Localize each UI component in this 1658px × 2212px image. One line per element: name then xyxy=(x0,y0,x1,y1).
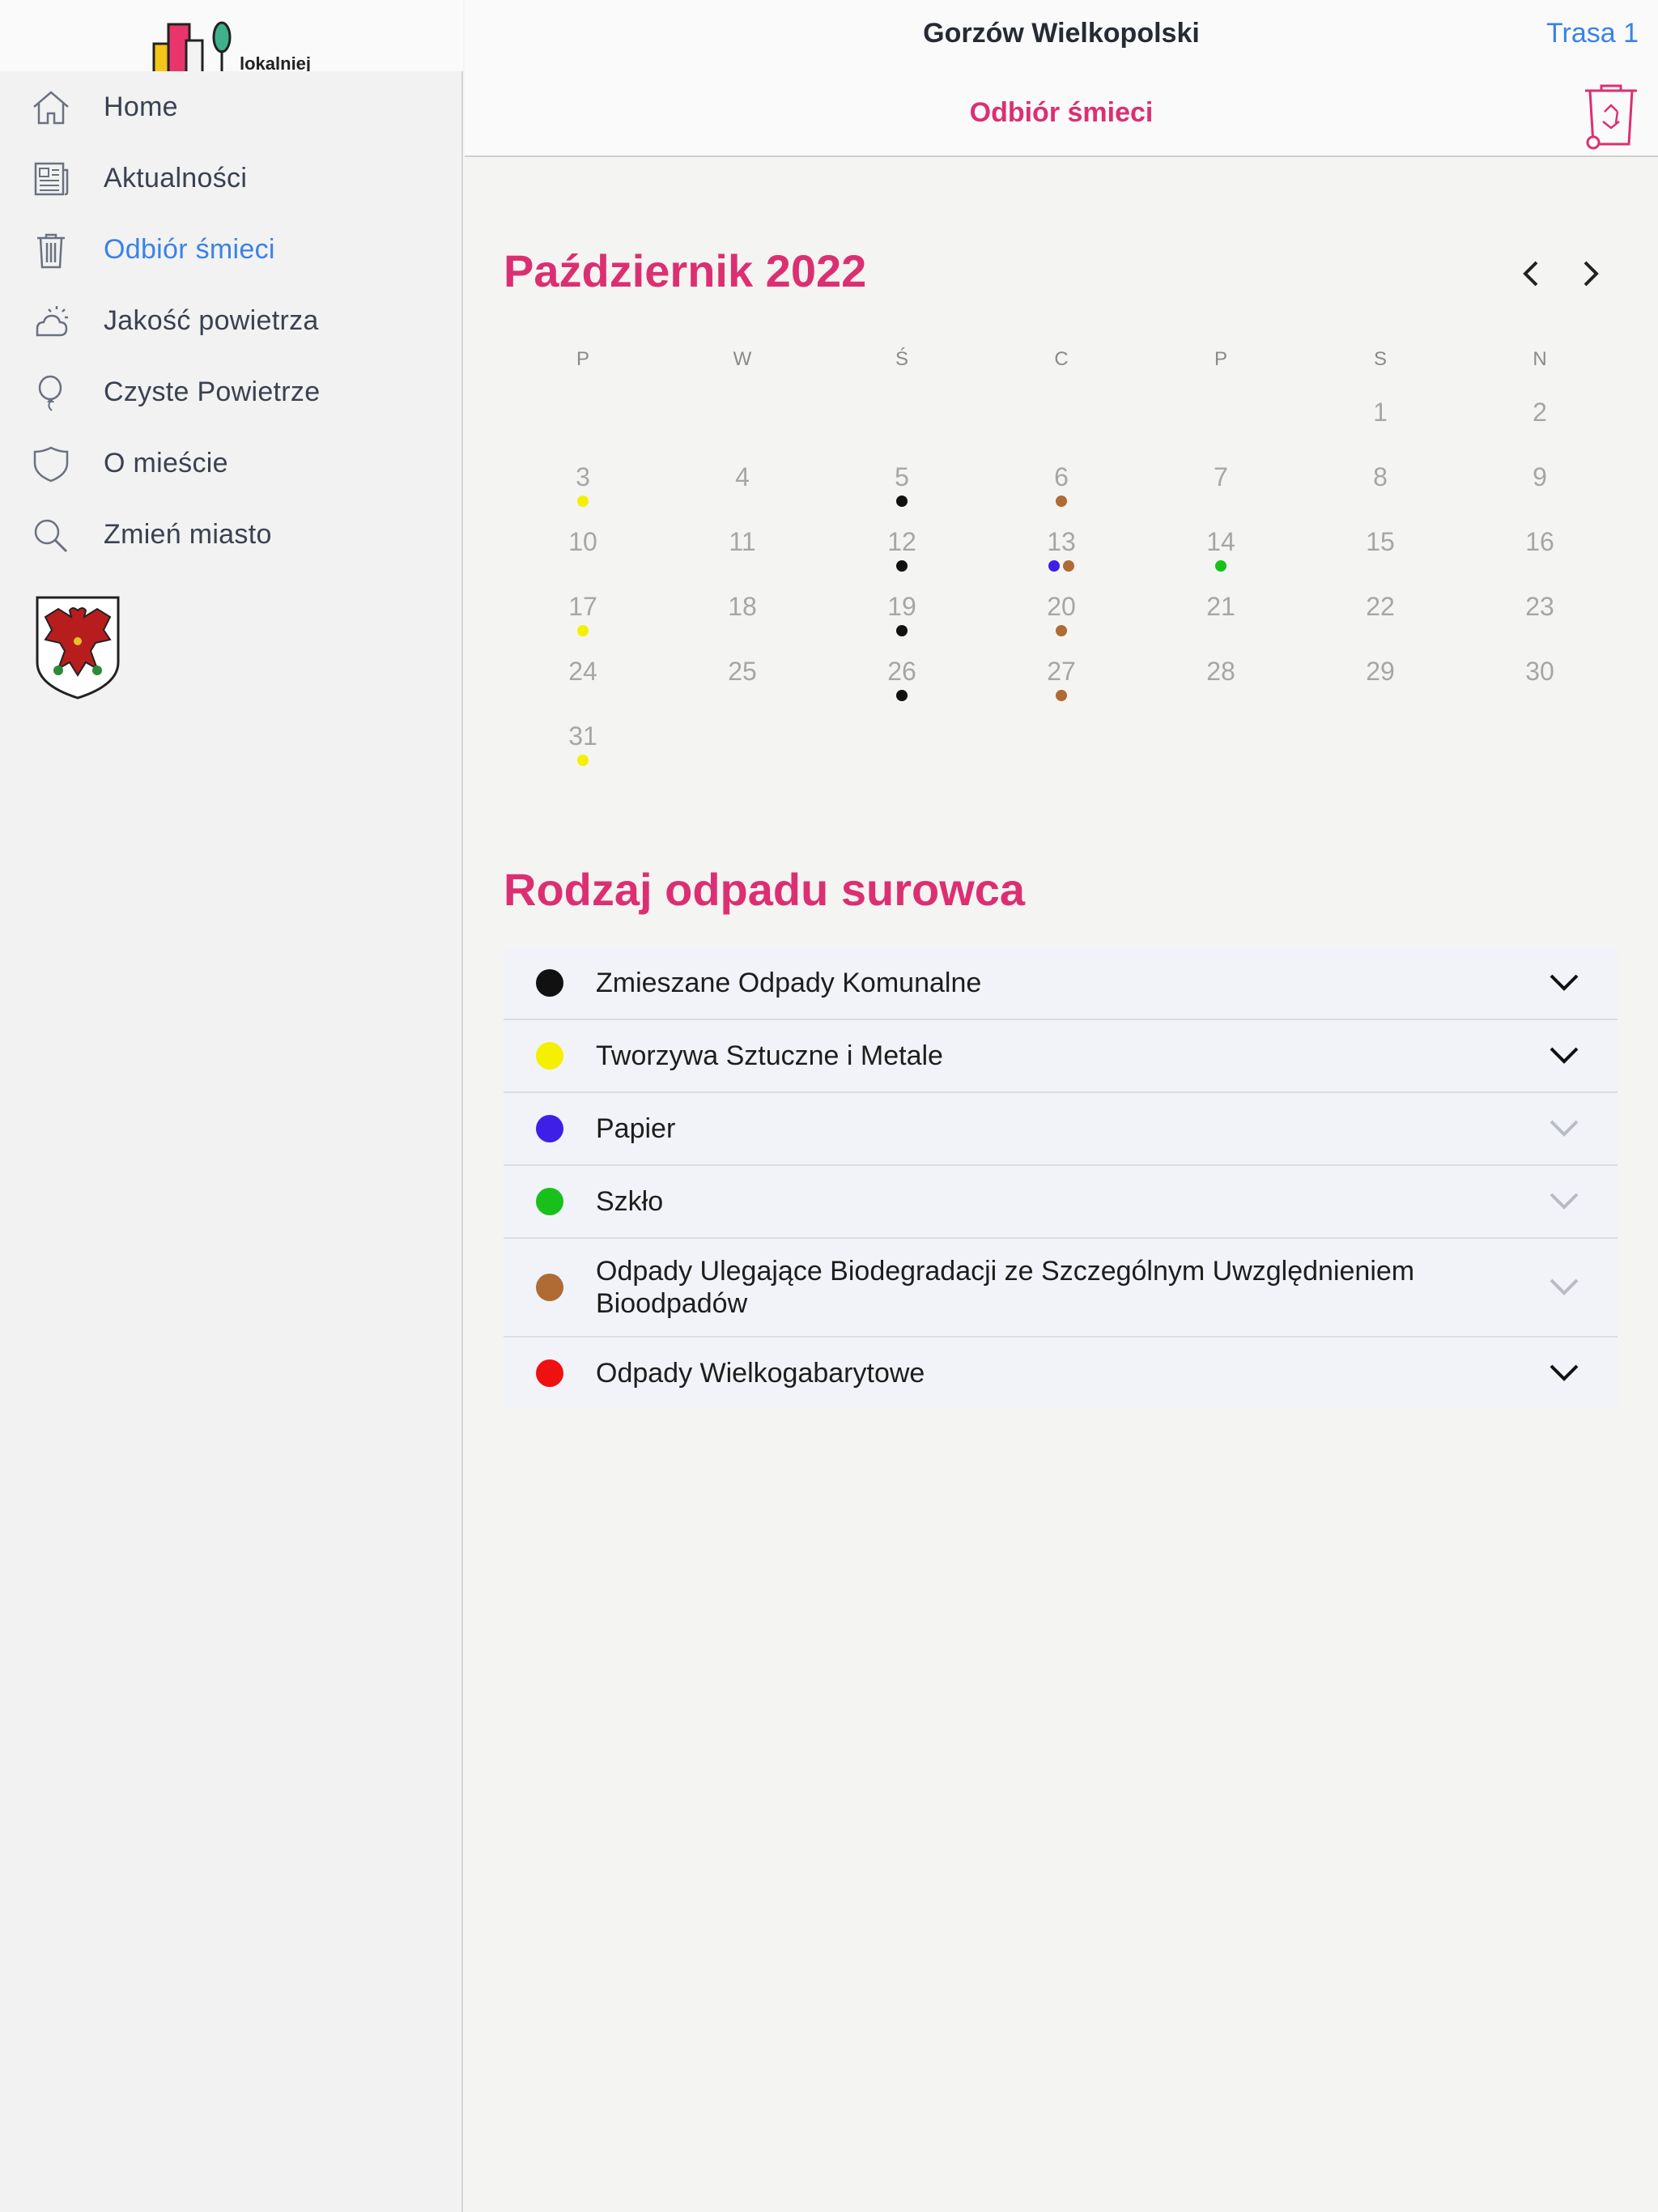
collection-markers xyxy=(1332,431,1429,442)
calendar-day[interactable] xyxy=(534,462,631,518)
waste-type-row[interactable] xyxy=(504,1166,1618,1239)
calendar-day-number: 7 xyxy=(1214,462,1228,491)
calendar-day-number: 26 xyxy=(887,657,916,686)
collection-markers xyxy=(1491,560,1588,572)
waste-type-row[interactable] xyxy=(504,947,1618,1020)
collection-markers xyxy=(534,755,631,766)
city-title: Gorzów Wielkopolski xyxy=(923,18,1200,49)
calendar-day-number: 11 xyxy=(729,527,756,556)
cloud-sun-icon xyxy=(31,303,71,340)
weekday-label: W xyxy=(733,348,752,370)
collection-markers xyxy=(853,496,950,507)
waste-type-label: Szkło xyxy=(596,1186,664,1217)
calendar-day[interactable] xyxy=(534,591,631,648)
collection-markers xyxy=(1332,690,1429,701)
collection-dot-brown xyxy=(1056,690,1067,701)
calendar-day-number: 3 xyxy=(576,462,590,491)
sidebar xyxy=(0,0,463,2212)
calendar-day-number: 19 xyxy=(887,592,916,621)
calendar-day[interactable] xyxy=(853,591,950,648)
calendar-day-number: 8 xyxy=(1373,462,1388,491)
calendar-day-number: 18 xyxy=(728,592,757,621)
calendar-day[interactable] xyxy=(1172,656,1269,713)
collection-dot-brown xyxy=(1056,625,1067,636)
waste-type-row[interactable] xyxy=(504,1093,1618,1166)
waste-color-dot xyxy=(536,1188,563,1215)
home-icon xyxy=(31,89,71,126)
page-title: Odbiór śmieci xyxy=(969,97,1154,128)
weekday-label: C xyxy=(1054,348,1069,370)
collection-dot-green xyxy=(1215,560,1226,572)
trash-icon xyxy=(31,232,71,269)
calendar-day-number: 6 xyxy=(1054,462,1069,491)
sidebar-item-label: Jakość powietrza xyxy=(104,304,319,336)
collection-dot-black xyxy=(896,496,908,507)
collection-markers xyxy=(534,560,631,572)
shield-icon xyxy=(31,445,71,483)
chevron-down-icon[interactable] xyxy=(1548,1277,1580,1298)
chevron-down-icon[interactable] xyxy=(1548,1045,1580,1066)
calendar-day-number: 15 xyxy=(1366,527,1395,556)
waste-color-dot xyxy=(536,1359,563,1387)
weekday-label: P xyxy=(1214,348,1227,370)
calendar-day[interactable] xyxy=(1332,591,1429,648)
collection-markers xyxy=(1013,496,1110,507)
sidebar-item-air-quality[interactable] xyxy=(0,285,461,356)
calendar-day[interactable] xyxy=(694,526,791,583)
collection-dot-black xyxy=(896,625,908,636)
top-header xyxy=(465,0,1658,157)
next-month-button[interactable] xyxy=(1572,256,1608,291)
collection-markers xyxy=(694,496,791,507)
waste-type-label: Papier xyxy=(596,1113,676,1144)
collection-markers xyxy=(1172,690,1269,701)
calendar-day[interactable] xyxy=(1332,397,1429,453)
chevron-down-icon[interactable] xyxy=(1548,972,1580,993)
collection-markers xyxy=(694,690,791,701)
waste-type-label: Odpady Ulegające Biodegradacji ze Szczególnym Uwzględnieniem Bioodpadów xyxy=(596,1256,1415,1319)
calendar-day-number: 25 xyxy=(728,657,757,686)
calendar-day-number: 1 xyxy=(1373,398,1388,427)
calendar-day-number: 24 xyxy=(568,657,597,686)
calendar-day[interactable] xyxy=(1013,591,1110,648)
collection-markers xyxy=(1013,560,1110,572)
collection-dot-brown xyxy=(1063,560,1074,572)
collection-markers xyxy=(1332,496,1429,507)
waste-type-label: Tworzywa Sztuczne i Metale xyxy=(596,1040,943,1071)
balloon-icon xyxy=(31,374,71,411)
calendar-day-number: 28 xyxy=(1206,657,1235,686)
collection-markers xyxy=(853,690,950,701)
calendar-day-number: 4 xyxy=(735,462,750,491)
news-icon xyxy=(31,160,71,198)
calendar-day[interactable] xyxy=(1491,526,1588,583)
calendar-day-number: 30 xyxy=(1525,657,1554,686)
collection-markers xyxy=(1172,560,1269,572)
calendar-day[interactable] xyxy=(694,656,791,713)
chevron-down-icon[interactable] xyxy=(1548,1191,1580,1212)
calendar-day[interactable] xyxy=(853,526,950,583)
waste-types-title: Rodzaj odpadu surowca xyxy=(504,864,1026,915)
weekday-label: N xyxy=(1533,348,1547,370)
collection-markers xyxy=(1172,496,1269,507)
collection-dot-yellow xyxy=(577,496,589,507)
calendar-day[interactable] xyxy=(1013,656,1110,713)
waste-color-dot xyxy=(536,1115,563,1142)
calendar-day[interactable] xyxy=(1332,462,1429,518)
collection-markers xyxy=(1491,690,1588,701)
collection-markers xyxy=(853,625,950,636)
calendar-day-number: 16 xyxy=(1525,527,1554,556)
calendar-day-number: 29 xyxy=(1366,657,1395,686)
waste-color-dot xyxy=(536,969,563,997)
chevron-down-icon[interactable] xyxy=(1548,1118,1580,1139)
calendar-day-number: 2 xyxy=(1533,398,1547,427)
waste-type-label: Zmieszane Odpady Komunalne xyxy=(596,968,982,998)
collection-markers xyxy=(1491,496,1588,507)
calendar-day-number: 20 xyxy=(1047,592,1076,621)
route-selector-link[interactable]: Trasa 1 xyxy=(1545,18,1639,49)
sidebar-item-label: Odbiór śmieci xyxy=(104,233,275,265)
calendar-day-number: 5 xyxy=(895,462,909,491)
waste-color-dot xyxy=(536,1274,563,1301)
calendar-day[interactable] xyxy=(1172,462,1269,518)
collection-markers xyxy=(534,625,631,636)
collection-markers xyxy=(1491,625,1588,636)
calendar-day-number: 17 xyxy=(568,592,597,621)
waste-types-list xyxy=(504,947,1618,1409)
calendar-day[interactable] xyxy=(853,462,950,518)
calendar-day-number: 27 xyxy=(1047,657,1076,686)
sidebar-item-label: Aktualności xyxy=(104,162,248,194)
collection-markers xyxy=(1013,690,1110,701)
sidebar-item-label: Zmień miasto xyxy=(104,518,272,550)
waste-type-row[interactable] xyxy=(504,1020,1618,1093)
waste-type-row[interactable] xyxy=(504,1239,1618,1338)
collection-dot-black xyxy=(896,690,908,701)
collection-markers xyxy=(694,625,791,636)
calendar-day[interactable] xyxy=(1013,526,1110,583)
calendar-day-number: 31 xyxy=(568,721,597,751)
collection-markers xyxy=(1172,625,1269,636)
calendar-day-number: 22 xyxy=(1366,592,1395,621)
sidebar-item-waste[interactable] xyxy=(0,214,461,285)
calendar-day-number: 14 xyxy=(1206,527,1235,556)
calendar-day[interactable] xyxy=(1491,591,1588,648)
calendar-day[interactable] xyxy=(694,462,791,518)
collection-markers xyxy=(853,560,950,572)
chevron-down-icon[interactable] xyxy=(1548,1363,1580,1384)
calendar-day-number: 12 xyxy=(887,527,916,556)
calendar-day[interactable] xyxy=(534,721,631,777)
collection-dot-yellow xyxy=(577,755,589,766)
city-crest-image xyxy=(34,594,121,700)
collection-dot-yellow xyxy=(577,625,589,636)
collection-markers xyxy=(1332,560,1429,572)
weekday-label: S xyxy=(1373,348,1387,370)
sidebar-item-clean-air[interactable] xyxy=(0,356,461,428)
collection-markers xyxy=(534,496,631,507)
calendar-day[interactable] xyxy=(1172,526,1269,583)
calendar-day[interactable] xyxy=(1172,591,1269,648)
collection-markers xyxy=(1013,625,1110,636)
search-icon xyxy=(31,517,71,554)
collection-dot-brown xyxy=(1056,496,1067,507)
calendar-day[interactable] xyxy=(534,656,631,713)
collection-markers xyxy=(694,560,791,572)
calendar-day[interactable] xyxy=(1491,397,1588,453)
calendar-grid xyxy=(504,340,1554,777)
collection-dot-blue xyxy=(1048,560,1060,572)
sidebar-item-news[interactable] xyxy=(0,143,461,214)
waste-color-dot xyxy=(536,1042,563,1070)
calendar-day-number: 23 xyxy=(1525,592,1554,621)
calendar-day[interactable] xyxy=(1013,462,1110,518)
sidebar-item-change-city[interactable] xyxy=(0,499,461,570)
calendar-day-number: 10 xyxy=(568,527,597,556)
waste-type-label: Odpady Wielkogabarytowe xyxy=(596,1358,925,1389)
previous-month-button[interactable] xyxy=(1514,256,1550,291)
calendar-day-number: 21 xyxy=(1206,592,1235,621)
waste-type-row[interactable] xyxy=(504,1338,1618,1409)
collection-markers xyxy=(534,690,631,701)
calendar-day[interactable] xyxy=(1491,656,1588,713)
calendar-day[interactable] xyxy=(1332,526,1429,583)
collection-markers xyxy=(1332,625,1429,636)
calendar-day-number: 13 xyxy=(1047,527,1076,556)
logo-strip xyxy=(0,0,463,74)
sidebar-item-label: O mieście xyxy=(104,447,228,479)
svg-text:lokalniej: lokalniej xyxy=(240,53,312,74)
weekday-label: P xyxy=(576,348,589,370)
calendar-day[interactable] xyxy=(694,591,791,648)
sidebar-item-label: Home xyxy=(104,91,178,122)
calendar-day[interactable] xyxy=(534,526,631,583)
recycle-bin-icon[interactable] xyxy=(1582,83,1640,151)
calendar-month-title: Październik 2022 xyxy=(504,245,867,296)
collection-dot-black xyxy=(896,560,908,572)
calendar-day[interactable] xyxy=(853,656,950,713)
calendar-day[interactable] xyxy=(1332,656,1429,713)
weekday-label: Ś xyxy=(895,348,908,370)
lokalniej-logo xyxy=(151,19,321,74)
sidebar-item-label: Czyste Powietrze xyxy=(104,376,321,407)
sidebar-item-about-city[interactable] xyxy=(0,428,461,499)
sidebar-item-home[interactable] xyxy=(0,71,461,143)
collection-markers xyxy=(1491,431,1588,442)
calendar-day-number: 9 xyxy=(1533,462,1547,491)
calendar-day[interactable] xyxy=(1491,462,1588,518)
